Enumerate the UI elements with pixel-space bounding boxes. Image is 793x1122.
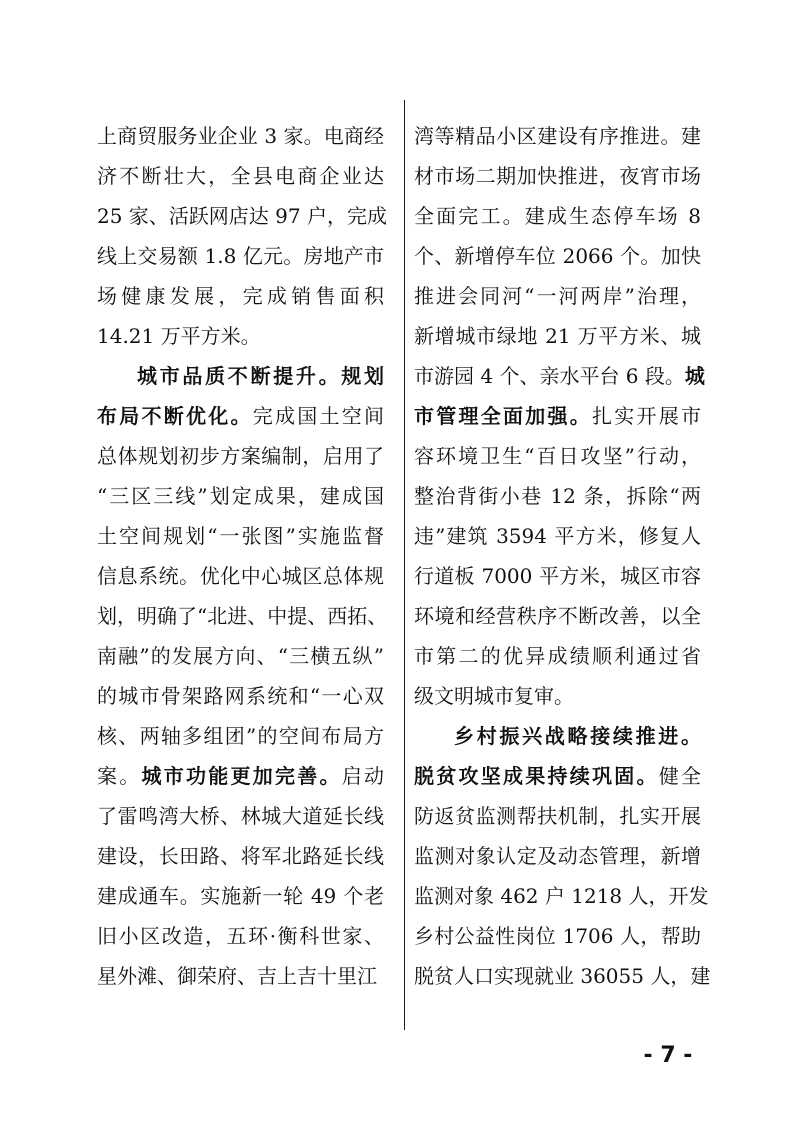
text-line [97,836,384,876]
body-text: 个、新增停车位 2066 个。加快 [414,244,701,268]
text-line [414,356,705,396]
body-text: 新增城市绿地 21 万平方米、城 [414,324,701,348]
body-text: 的城市骨架路网系统和“一心双 [97,684,384,708]
column-divider [404,100,405,1030]
body-text: 案。 [97,764,142,788]
text-line [97,876,384,916]
text-line [414,636,701,676]
body-text: 材市场二期加快推进，夜宵市场 [414,164,701,188]
text-line [97,716,384,756]
body-text: 济不断壮大，全县电商企业达 [97,164,384,188]
text-line [97,636,384,676]
text-line [414,276,701,316]
right-column [414,116,711,996]
text-line [414,436,701,476]
text-line [97,436,384,476]
body-text: 违”建筑 3594 平方米，修复人 [414,524,701,548]
bold-heading-text: 脱贫攻坚成果持续巩固。 [414,764,659,788]
body-text: 防返贫监测帮扶机制，扎实开展 [414,804,701,828]
bold-heading-text: 城市品质不断提升。规划 [137,364,384,388]
body-text: 全面完工。建成生态停车场 8 [414,204,701,228]
body-text: 市游园 4 个、亲水平台 6 段。 [414,364,685,388]
text-line [414,116,701,156]
body-text: 容环境卫生“百日攻坚”行动， [414,444,701,468]
body-text: 信息系统。优化中心城区总体规 [97,564,384,588]
text-line [97,476,384,516]
body-text: 建成通车。实施新一轮 49 个老 [97,884,384,908]
body-text: 环境和经营秩序不断改善，以全 [414,604,701,628]
text-line [97,196,387,236]
text-line [414,196,701,236]
body-text: 建设，长田路、将军北路延长线 [97,844,384,868]
text-line [97,916,384,956]
body-text: 乡村公益性岗位 1706 人，帮助 [414,924,701,948]
text-line [414,556,701,596]
text-line [414,476,701,516]
left-column [97,116,388,996]
text-line [97,676,384,716]
bold-heading-text: 市管理全面加强。 [414,404,592,428]
text-line [97,236,384,276]
text-line [97,556,384,596]
text-line [97,356,384,396]
body-text: 了雷鸣湾大桥、林城大道延长线 [97,804,384,828]
text-line [414,236,701,276]
text-line [97,396,384,436]
body-text: 14.21 万平方米。 [97,324,261,348]
body-text: 总体规划初步方案编制，启用了 [97,444,384,468]
body-text: 旧小区改造，五环·衡科世家、 [97,924,384,948]
body-text: 核、两轴多组团”的空间布局方 [97,724,384,748]
text-line [97,516,384,556]
body-text: 场健康发展，完成销售面积 [97,284,384,308]
text-line [414,836,701,876]
body-text: 监测对象 462 户 1218 人，开发 [414,884,709,908]
text-line [414,956,711,996]
page-number: - 7 - [643,1043,693,1068]
text-line [414,676,701,716]
body-text: 行道板 7000 平方米，城区市容 [414,564,701,588]
body-text: 脱贫人口实现就业 36055 人，建 [414,964,711,988]
text-line [97,156,384,196]
body-text: 整治背街小巷 12 条，拆除“两 [414,484,701,508]
body-text: 25 家、活跃网店达 97 户，完成 [97,204,387,228]
body-text: 上商贸服务业企业 3 家。电商经 [97,124,384,148]
text-line [97,116,384,156]
body-text: 湾等精品小区建设有序推进。建 [414,124,701,148]
body-text: 市第二的优异成绩顺利通过省 [414,644,701,668]
body-text: 健全 [658,764,701,788]
body-text: 推进会同河“一河两岸”治理， [414,284,701,308]
body-text: 线上交易额 1.8 亿元。房地产市 [97,244,384,268]
text-line [414,876,709,916]
text-line [97,596,388,636]
body-text: 星外滩、御荣府、吉上吉十里江 [97,964,377,988]
body-text: 土空间规划“一张图”实施监督 [97,524,384,548]
body-text: 级文明城市复审。 [414,684,574,708]
text-line [97,316,384,356]
bold-heading-text: 布局不断优化。 [97,404,253,428]
bold-heading-text: 乡村振兴战略接续推进。 [454,724,701,748]
text-line [414,916,701,956]
body-text: 完成国土空间 [252,404,384,428]
body-text: 启动 [341,764,384,788]
body-text: 南融”的发展方向、“三横五纵” [97,644,384,668]
text-line [414,316,701,356]
bold-heading-text: 城市功能更加完善。 [141,764,342,788]
text-line [414,396,701,436]
body-text: “三区三线”划定成果，建成国 [97,484,384,508]
text-line [414,596,701,636]
body-text: 划，明确了“北进、中提、西拓、 [97,604,388,628]
text-line [414,756,701,796]
text-line [97,276,384,316]
body-text: 监测对象认定及动态管理，新增 [414,844,701,868]
text-line [414,716,701,756]
text-line [414,156,701,196]
text-line [414,516,701,556]
body-text: 扎实开展市 [592,404,701,428]
text-line [414,796,701,836]
bold-heading-text: 城 [684,364,705,388]
text-line [97,756,384,796]
text-line [97,796,384,836]
text-line [97,956,384,996]
